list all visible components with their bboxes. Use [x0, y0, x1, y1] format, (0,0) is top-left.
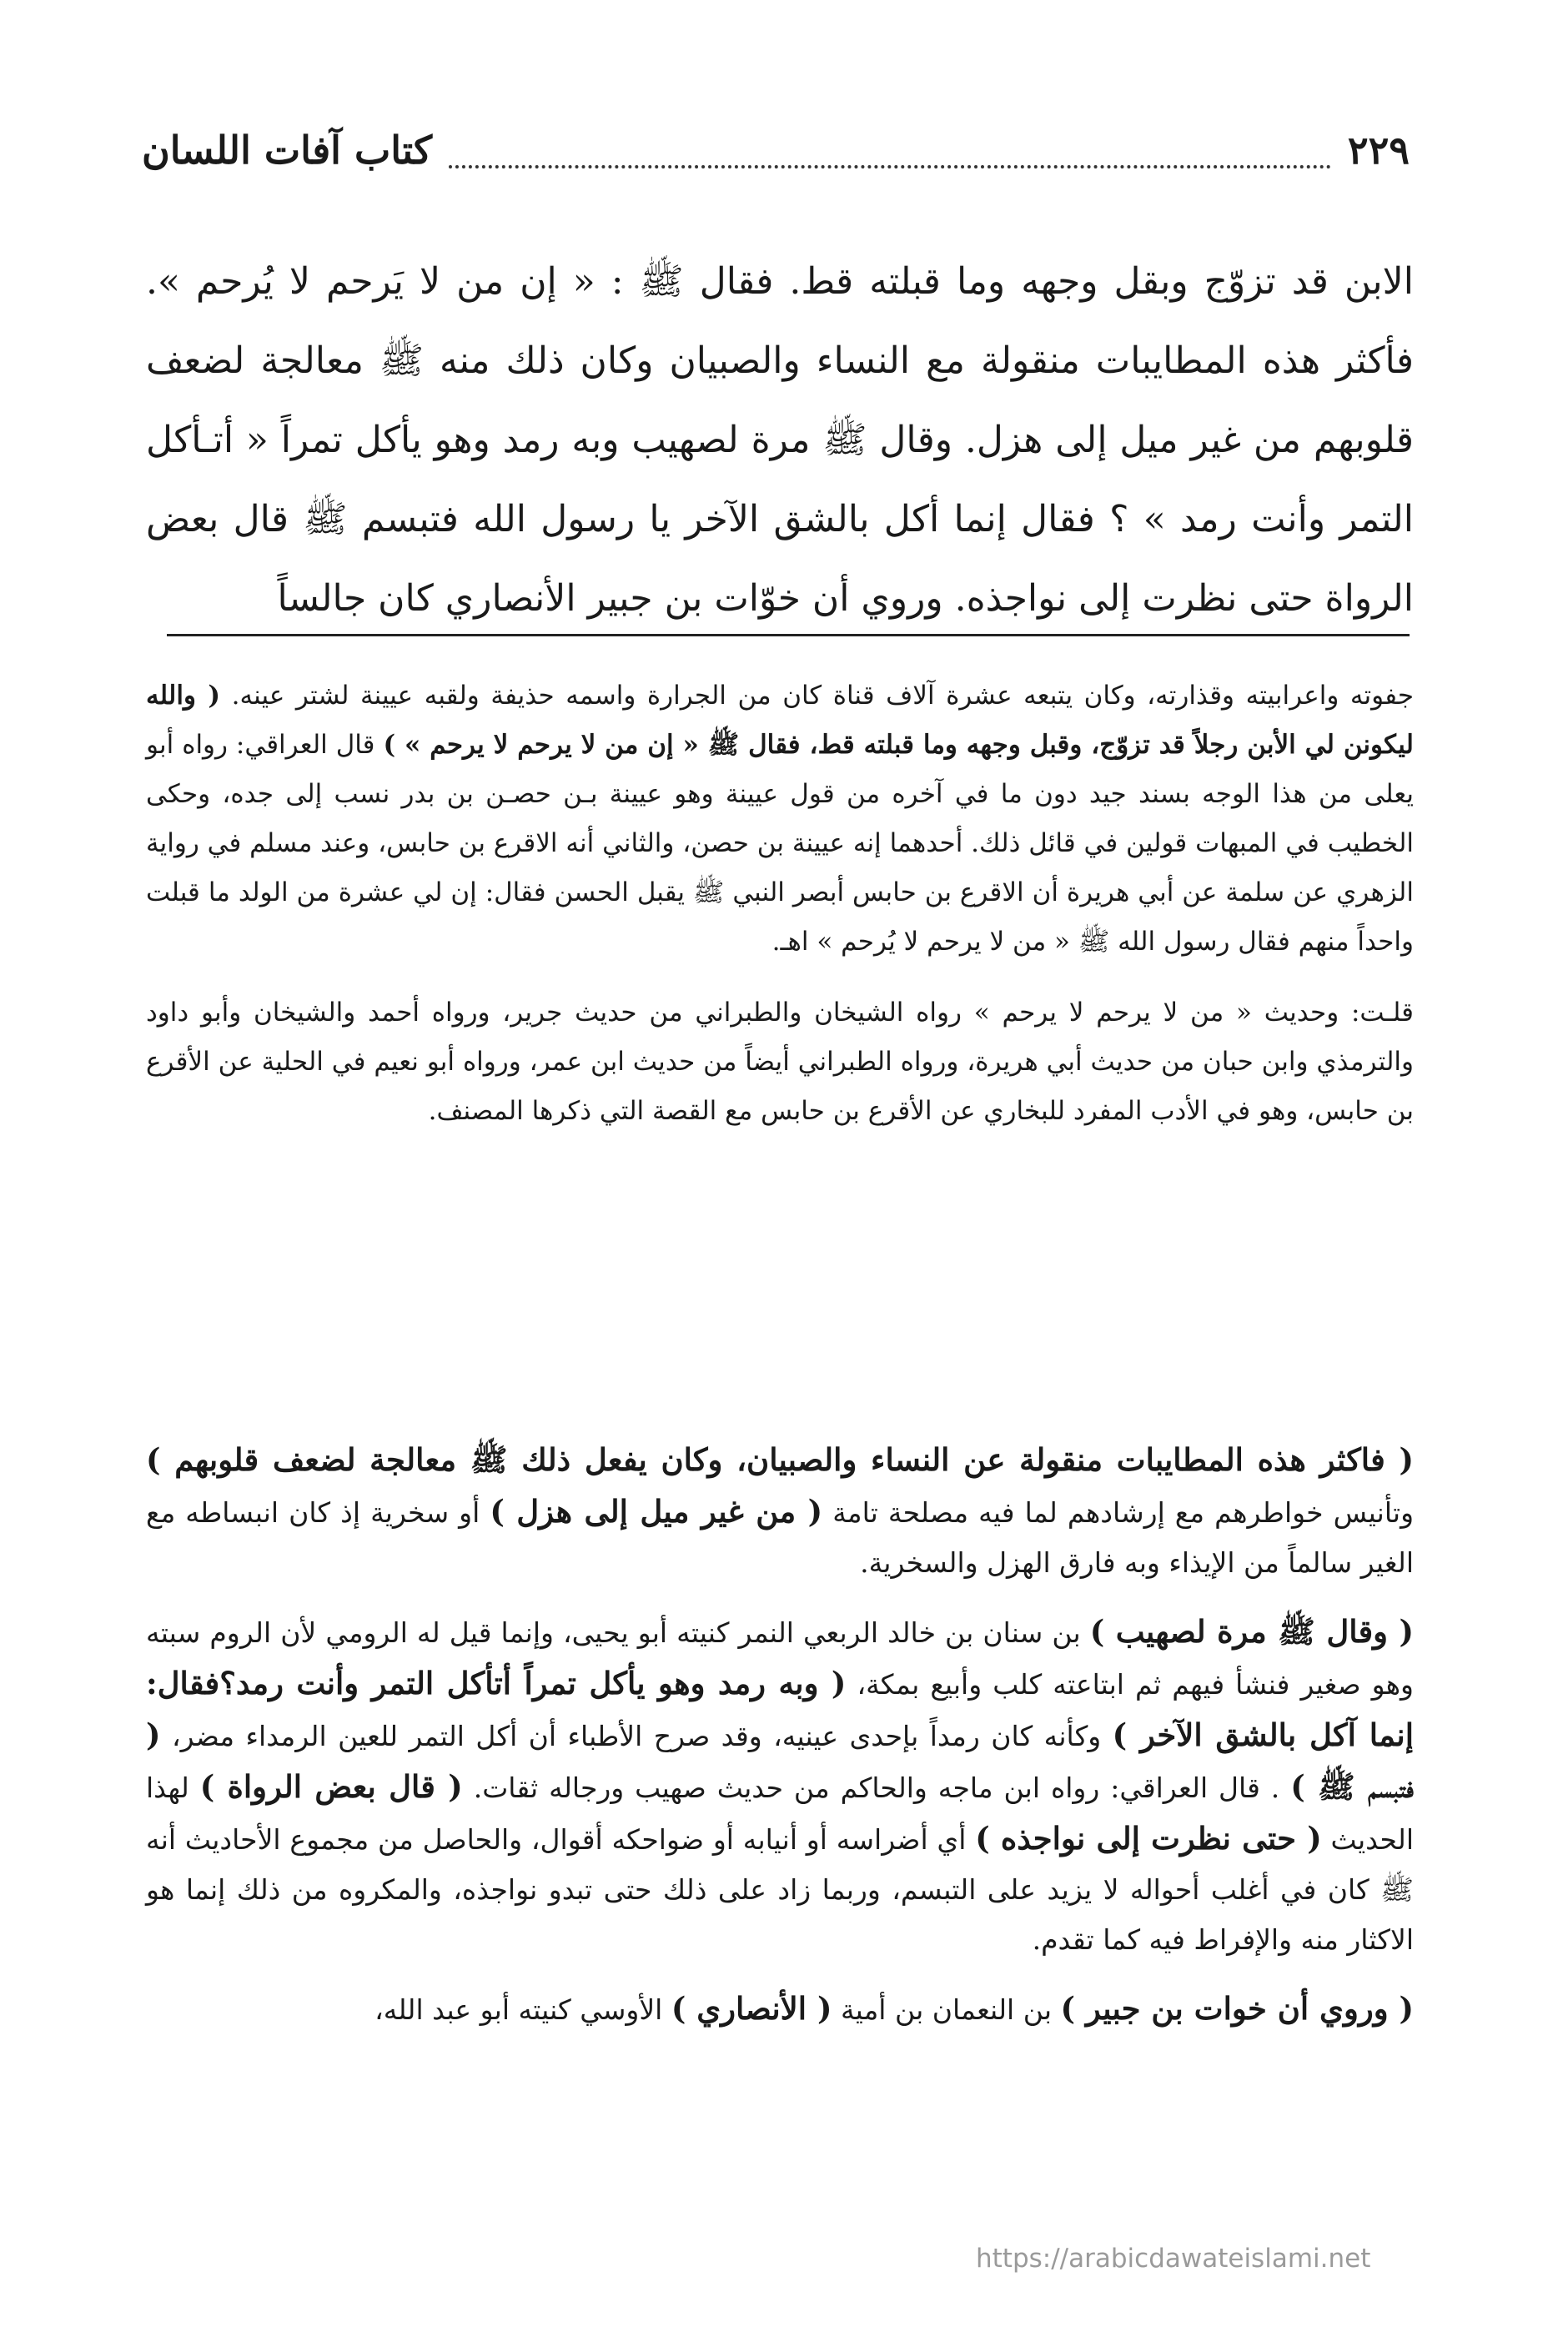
book-title: كتاب آفات اللسان — [142, 128, 433, 173]
commentary-text: . قال العراقي: رواه ابن ماجه والحاكم من حديث صهيب ورجاله ثقات. — [462, 1772, 1291, 1804]
footnote-paragraph: قلـت: وحديث « من لا يرحم لا يرحم » رواه الشيخان والطبراني من حديث جرير، ورواه أحمد والشيخان وأبو داود والترمذي وابن حبان من حديث أبي هريرة، ورواه الطبراني أيضاً من حديث ابن عمر، ورواه أبو نعيم في الحلية عن الأقرع بن حابس، وهو في الأدب المفرد للبخاري عن الأقرع بن حابس مع القصة التي ذكرها المصنف. — [146, 998, 1414, 1126]
footnote-quote: ( والله ليكونن لي الأبن رجلاً قد تزوّج، وقبل وجهه وما قبلته قط، فقال ﷺ « إن من لا يرحم لا يرحم » ) — [146, 681, 1414, 760]
footnote-separator — [167, 634, 1410, 636]
footnote-paragraph — [146, 671, 1414, 967]
header-dot-leader — [449, 132, 1331, 168]
commentary-text: أي أضراسه أو أنيابه أو ضواحكه أقوال، والحاصل من مجموع الأحاديث أنه ﷺ كان في أغلب أحواله لا يزيد على التبسم، وربما زاد على ذلك حتى تبدو نواجذه، والمكروه من ذلك إنما هو الاكثار منه والإفراط فيه كما تقدم. — [146, 1823, 1414, 1956]
page-number: ٢٢٩ — [1347, 128, 1410, 173]
commentary-text: بن النعمان بن أمية — [832, 1993, 1061, 2026]
commentary-text: بن سنان بن خالد الربعي النمر كنيته أبو يحيى، وإنما قيل له الرومي لأن الروم سبته وهو صغير فنشأ فيهم ثم ابتاعته كلب وأبيع بمكة، — [146, 1616, 1414, 1701]
main-text — [146, 242, 1414, 638]
commentary-quote: ( فتبسم ﷺ ) — [146, 1716, 1414, 1805]
footnote-text: قال العراقي: رواه أبو يعلى من هذا الوجه بسند جيد دون ما في آخره من قول عيينة وهو عيينة بـن حصـن بن بدر نسب إلى جده، وحكى الخطيب في المبهات قولين في قائل ذلك. أحدهما إنه عيينة بن حصن، والثاني أنه الاقرع بن حابس، وعند مسلم في رواية الزهري عن سلمة عن أبي هريرة أن الاقرع بن حابس أبصر النبي ﷺ يقبل الحسن فقال: إن لي عشرة من الولد ما قبلت واحداً منهم فقال رسول الله ﷺ « من لا يرحم لا يُرحم » اهـ. — [145, 730, 1415, 957]
commentary-quote: ( قال بعض الرواة ) — [199, 1768, 463, 1805]
commentary-quote: ( وقال ﷺ مرة لصهيب ) — [1089, 1613, 1415, 1650]
main-paragraph: الابن قد تزوّج وبقل وجهه وما قبلته قط. فقال ﷺ : « إن من لا يَرحم لا يُرحم ». فأكثر هذه المطايبات منقولة مع النساء والصبيان وكان ذلك منه ﷺ معالجة لضعف قلوبهم من غير ميل إلى هزل. وقال ﷺ مرة لصهيب وبه رمد وهو يأكل تمراً « أتـأكل التمر وأنت رمد » ؟ فقال إنما أكل بالشق الآخر يا رسول الله فتبسم ﷺ قال بعض الرواة حتى نظرت إلى نواجذه. وروي أن خوّات بن جبير الأنصاري كان جالساً — [146, 260, 1414, 620]
commentary-paragraph — [146, 1435, 1414, 1588]
commentary-block — [146, 1435, 1414, 2053]
commentary-paragraph — [146, 1606, 1414, 1965]
commentary-quote: ( من غير ميل إلى هزل ) — [490, 1493, 823, 1530]
commentary-quote: ( وروي أن خوات بن جبير ) — [1060, 1990, 1414, 2027]
commentary-text: وتأنيس خواطرهم مع إرشادهم لما فيه مصلحة تامة — [822, 1496, 1414, 1529]
commentary-quote: ( وبه رمد وهو يأكل تمراً أتأكل التمر وأنت رمد؟فقال: إنما آكل بالشق الآخر ) — [146, 1665, 1414, 1753]
commentary-quote: ( فاكثر هذه المطايبات منقولة عن النساء والصبيان، وكان يفعل ذلك ﷺ معالجة لضعف قلوبهم ) — [146, 1441, 1414, 1478]
footnote-text: جفوته واعرابيته وقذارته، وكان يتبعه عشرة آلاف قناة كان من الجرارة واسمه حذيفة ولقبه عيينة لشتر عينه. — [220, 681, 1414, 711]
commentary-text: لهذا الحديث — [146, 1772, 1414, 1856]
source-watermark: https://arabicdawateislami.net — [976, 2244, 1371, 2274]
commentary-quote: ( حتى نظرت إلى نواجذه ) — [975, 1820, 1322, 1857]
footnote-block — [146, 671, 1414, 1158]
commentary-text: أو سخرية إذ كان انبساطه مع الغير سالماً من الإيذاء وبه فارق الهزل والسخرية. — [146, 1496, 1414, 1579]
commentary-quote: ( الأنصاري ) — [671, 1990, 832, 2027]
running-header — [142, 121, 1410, 179]
commentary-text: وكأنه كان رمداً بإحدى عينيه، وقد صرح الأطباء أن أكل التمر للعين الرمداء مضر، — [160, 1720, 1113, 1752]
commentary-paragraph — [146, 1983, 1414, 2035]
commentary-text: الأوسي كنيته أبو عبد الله، — [374, 1993, 671, 2026]
